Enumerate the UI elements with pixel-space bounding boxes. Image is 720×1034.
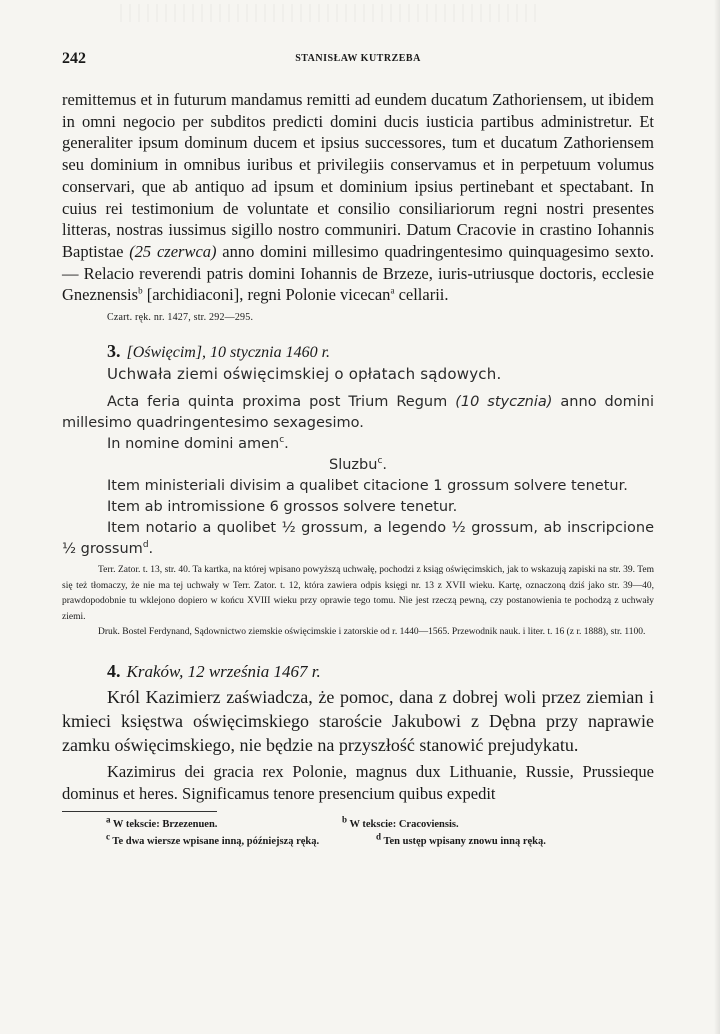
doc3-p6-text: Item notario a quolibet ½ grossum, a legendo ½ grossum, ab inscripcione ½ grossum bbox=[62, 520, 654, 558]
doc4-place-date: Kraków, 12 września 1467 r. bbox=[126, 662, 321, 681]
footnotes bbox=[62, 816, 654, 850]
continuation-text-2: anno domini millesimo quadringentesimo quinquagesimo sexto. — Relacio reverendi patris domini Iohannis de Brzeze, iuris-utriusque doctoris, ecclesie Gneznensis bbox=[62, 241, 655, 305]
doc3-p1-date-gloss: (10 stycznia) bbox=[455, 394, 553, 411]
doc3-p1-text: Acta feria quinta proxima post Trium Regum bbox=[107, 394, 456, 411]
continuation-text-3: [archidiaconi], regni Polonie vicecan bbox=[142, 285, 391, 305]
footnote-d-mark: d bbox=[376, 831, 382, 842]
doc3-heading bbox=[107, 341, 654, 362]
doc3-p6-end: . bbox=[148, 541, 154, 558]
doc4-regest-text: Król Kazimierz zaświadcza, że pomoc, dana z dobrej woli przez ziemian i kmieci księstwa oświęcimskiego staroście Jakubowi z Dębna przy naprawie zamku oświęcimskiego, nie będzie na przyszłość stanowić prejudykatu. bbox=[62, 687, 654, 755]
doc4-number: 4. bbox=[107, 661, 121, 681]
footnote-b-mark: b bbox=[342, 814, 348, 825]
doc3-paragraph-2 bbox=[62, 434, 654, 455]
doc3-number: 3. bbox=[107, 341, 121, 362]
doc3-notes bbox=[62, 563, 654, 641]
footnote-ref-b: b bbox=[138, 285, 143, 296]
page-header bbox=[62, 50, 654, 72]
doc4-latin-text: Kazimirus dei gracia rex Polonie, magnus dux Lithuanie, Russie, Prussieque dominus et heres. Significamus tenore presencium quibus expedit bbox=[62, 762, 654, 803]
doc3-paragraph-3 bbox=[62, 455, 654, 476]
footnote-d-text: Ten ustęp wpisany znowu inną ręką. bbox=[381, 836, 546, 847]
doc3-title: Uchwała ziemi oświęcimskiej o opłatach sądowych. bbox=[107, 365, 502, 384]
footnote-a bbox=[62, 816, 342, 833]
doc3-paragraph-6 bbox=[62, 518, 654, 560]
doc3-place-date: [Oświęcim], 10 stycznia 1460 r. bbox=[126, 344, 331, 362]
footnote-rule bbox=[62, 811, 217, 812]
doc4-latin bbox=[62, 761, 654, 804]
source-citation: Czart. ręk. nr. 1427, str. 292—295. bbox=[107, 312, 254, 324]
footnote-c-mark: c bbox=[106, 831, 110, 842]
book-page bbox=[62, 50, 654, 850]
doc3-text bbox=[62, 392, 654, 560]
footnote-row-2 bbox=[62, 833, 654, 850]
doc3-p3-text: Sluzbu bbox=[329, 457, 378, 474]
scan-speckle bbox=[120, 4, 540, 22]
footnote-ref-c-2: c bbox=[377, 456, 383, 467]
footnote-a-mark: a bbox=[106, 814, 111, 825]
doc3-paragraph-1 bbox=[62, 392, 654, 434]
footnote-a-text: W tekscie: Brzezenuen. bbox=[110, 819, 218, 830]
doc3-p2-end: . bbox=[284, 436, 289, 453]
doc4-heading bbox=[107, 661, 654, 682]
footnote-b-text: W tekscie: Cracoviensis. bbox=[347, 819, 459, 830]
doc4-regest bbox=[62, 685, 654, 757]
footnote-ref-a: a bbox=[390, 285, 395, 296]
running-head: STANISŁAW KUTRZEBA bbox=[295, 53, 421, 64]
footnote-d bbox=[376, 833, 546, 850]
footnote-ref-d: d bbox=[142, 540, 149, 551]
doc3-print-note: Druk. Bostel Ferdynand, Sądownictwo ziemskie oświęcimskie i zatorskie od r. 1440—1565. Przewodnik nauk. i liter. t. 16 (z r. 1888), str. 1100. bbox=[98, 627, 646, 638]
page-edge-shadow bbox=[714, 0, 720, 1034]
continuation-paragraph bbox=[62, 89, 654, 306]
footnote-b bbox=[342, 816, 459, 833]
continuation-text-1: remittemus et in futurum mandamus remitti ad eundem ducatum Zathoriensem, ut ibidem in omni negocio per subditos predicti domini ducis iusticia partibus administretur. Et generaliter ipsum dominum ducem et ipsius successores, tum et ducatum Zathoriensem seu dominium in omnibus iuribus et privilegiis conservamus et in perpetuum volumus conservari, que ab antiquo ad ipsum et dominium ipsius pertinebant et spectabant. In cuius rei testimonium de voluntate et consilio consiliariorum regni nostri presentes litteras, nostras iussimus sigillo nostro communiri. Datum Cracovie in crastino Iohannis Baptistae bbox=[62, 90, 654, 261]
footnote-row-1 bbox=[62, 816, 654, 833]
doc3-archival-note: Terr. Zator. t. 13, str. 40. Ta kartka, na której wpisano powyższą uchwałę, pochodzi z ksiąg oświęcimskich, jak to wskazują zapiski na str. 39. Tem się też tłomaczy, że nie ma tej uchwały w Terr. Zator. t. 12, która zawiera odpis księgi nr. 13 z XVII wieku. Kartę, oznaczoną dziś jako str. 39—40, prawdopodobnie tu wklejono dopiero w końcu XVIII wieku przy oprawie tego tomu. Nie jest rzeczą pewną, czy postanowienia te pochodzą z uchwały ziemi. bbox=[62, 565, 654, 622]
continuation-date-gloss: (25 czerwca) bbox=[129, 241, 217, 261]
doc3-p2-text: In nomine domini amen bbox=[107, 436, 280, 453]
doc3-paragraph-4: Item ministeriali divisim a qualibet citacione 1 grossum solvere tenetur. bbox=[107, 478, 628, 495]
page-number: 242 bbox=[62, 50, 86, 67]
doc3-p1-rest: anno domini millesimo quadringentesimo sexagesimo. bbox=[62, 394, 654, 432]
doc3-paragraph-5: Item ab intromissione 6 grossos solvere tenetur. bbox=[107, 499, 458, 516]
doc3-p3-end: . bbox=[382, 457, 387, 474]
continuation-text-4: cellarii. bbox=[394, 285, 449, 305]
footnote-ref-c: c bbox=[279, 435, 285, 446]
footnote-c-text: Te dwa wiersze wpisane inną, późniejszą ręką. bbox=[110, 836, 320, 847]
footnote-c bbox=[62, 833, 376, 850]
